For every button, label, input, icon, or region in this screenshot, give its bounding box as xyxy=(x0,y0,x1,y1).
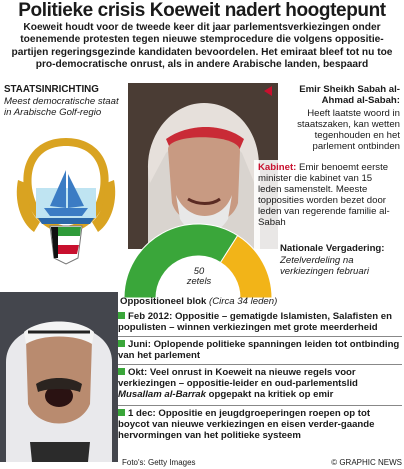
opposition-block-label xyxy=(120,296,402,307)
timeline-text: Oplopende politieke spanningen leiden tot ontbinding van het parlement xyxy=(118,339,400,362)
timeline-date: 1 dec: xyxy=(128,408,156,419)
pointer-triangle-icon xyxy=(264,86,272,96)
cabinet-heading: Kabinet: xyxy=(258,162,297,173)
timeline-item xyxy=(118,408,402,442)
state-heading: STAATSINRICHTING xyxy=(4,84,99,95)
timeline-date: Feb 2012: xyxy=(128,311,173,322)
timeline-text: Veel onrust in Koeweit na nieuwe regels voor verkiezingen – oppositie-leider en oud-parlementslid xyxy=(118,367,358,390)
emir-desc: Heeft laatste woord in staatszaken, kan wetten tegenhouden en het parlement ontbinden xyxy=(297,108,400,152)
green-square-icon xyxy=(118,368,125,375)
assembly-desc: Zetelverdeling na verkiezingen februari xyxy=(280,255,370,277)
green-square-icon xyxy=(118,312,125,319)
divider xyxy=(118,405,402,406)
green-square-icon xyxy=(118,409,125,416)
photo-credit: Foto's: Getty Images xyxy=(122,458,196,467)
timeline-item xyxy=(118,339,402,361)
intro-text: Koeweit houdt voor de tweede keer dit jaar parlementsverkiezingen onder toenemende protesten tegen nieuwe stemprocedure die volgens oppositie-partijen regeringsgezinde kandidaten bevoordelen. Het emiraat bleef tot nu toe pro-democratische onrust, als in andere Arabische landen, bespaard xyxy=(11,22,393,70)
seat-slice-0 xyxy=(124,224,238,298)
cabinet-desc: Emir benoemt eerste minister die kabinet van 15 leden samenstelt. Meeste topposities worden bezet door leden van regerende familie al-Sabah xyxy=(258,162,390,228)
opposition-heading: Oppositioneel blok xyxy=(120,296,207,307)
timeline-text-tail: opgepakt na kritiek op emir xyxy=(208,389,334,401)
divider xyxy=(118,336,402,337)
assembly-heading: Nationale Vergadering: xyxy=(280,243,385,254)
timeline-person: Musallam al-Barrak xyxy=(118,389,206,401)
page-title: Politieke crisis Koeweit nadert hoogtepunt xyxy=(18,0,386,21)
brand-credit: © GRAPHIC NEWS xyxy=(331,458,402,467)
green-square-icon xyxy=(118,340,125,347)
emir-name: Emir Sheikh Sabah al-Ahmad al-Sabah: xyxy=(299,84,400,106)
chart-total-label: 50 zetels xyxy=(186,265,212,286)
timeline-date: Okt: xyxy=(128,367,148,378)
timeline-item xyxy=(118,311,402,333)
timeline-text: Oppositie en jeugdgroeperingen roepen op tot boycot van nieuwe verkiezingen en eisen verder-gaande hervormingen van het politieke systeem xyxy=(118,408,375,442)
seat-chart xyxy=(118,218,278,300)
kuwait-emblem xyxy=(14,130,118,280)
state-desc: Meest democratische staat in Arabische Golf-regio xyxy=(4,96,119,118)
cabinet-text xyxy=(258,162,398,228)
barrak-photo xyxy=(0,292,118,462)
timeline-date: Juni: xyxy=(128,339,151,350)
divider xyxy=(118,364,402,365)
opposition-note: (Circa 34 leden) xyxy=(209,296,278,307)
timeline-item xyxy=(118,367,402,401)
timeline-text: Oppositie – gematigde Islamisten, Salafisten en populisten – winnen verkiezingen met grote meerderheid xyxy=(118,311,392,334)
